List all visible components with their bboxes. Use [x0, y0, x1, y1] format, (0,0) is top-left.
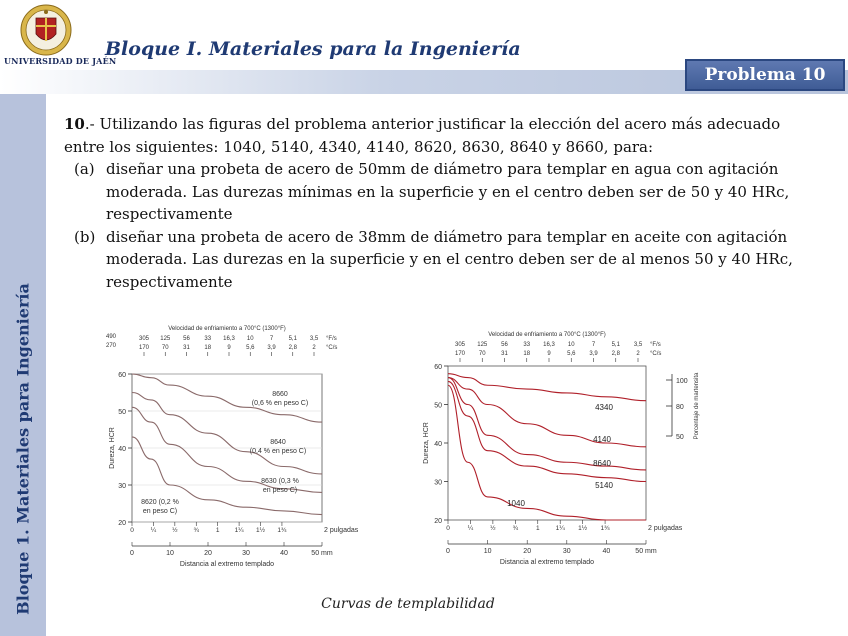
top-unit-f: °F/s — [326, 336, 337, 342]
x-axis-label: Distancia al extremo templado — [499, 559, 595, 566]
item-text: diseñar una probeta de acero de 50mm de diámetro para templar en agua con agitación moderada. Las durezas mínimas en la superficie y en el centro deben ser de 50 y 40 HRc, respectivamente — [106, 160, 790, 223]
problem-intro-text: .- Utilizando las figuras del problema anterior justificar la elección del acero más adecuado entre los siguientes: 1040, 5140, 4340, 4140, 8620, 8630, 8640 y 8660, para: — [64, 115, 781, 156]
top-tick-f-label: 10 — [567, 342, 575, 348]
item-label: (b) — [74, 227, 96, 246]
inch-tick-label: 1½ — [578, 525, 588, 532]
y-axis-label: Dureza, HCR — [109, 427, 116, 469]
top-tick-c-label: 18 — [523, 351, 531, 357]
y2-tick-label: 100 — [676, 378, 688, 385]
sidebar — [0, 94, 46, 636]
hardenability-chart-left — [104, 318, 364, 580]
curve-label-4140: 4140 — [593, 435, 611, 444]
top-tick-c-label: 2,8 — [611, 351, 620, 357]
problem-statement — [64, 113, 799, 293]
top-tick-f-label: 33 — [523, 342, 531, 348]
top-tick-c-label: 18 — [204, 345, 212, 351]
top-tick-c-label: 2,8 — [288, 345, 297, 351]
inch-tick-label: 1¼ — [234, 527, 244, 534]
curve-sublabel-8620: en peso C) — [142, 508, 178, 515]
top-tick-c-label: 3,9 — [267, 345, 276, 351]
item-label: (a) — [74, 160, 95, 178]
mm-tick-label: 10 — [166, 550, 174, 557]
inch-tick-label: 1 — [535, 525, 540, 532]
top-tick-f-label: 5,1 — [288, 336, 297, 342]
curve-8660 — [132, 374, 322, 422]
curve-label-8620: 8620 (0,2 % — [141, 499, 179, 506]
problem-item-b — [64, 226, 799, 294]
inch-tick-label: ¼ — [467, 525, 474, 532]
y-tick-label: 50 — [118, 409, 126, 416]
y-axis-label: Dureza, HCR — [423, 422, 430, 464]
top-tick-f-label: 56 — [501, 342, 508, 348]
top-unit-c: °C/s — [326, 345, 338, 351]
top-tick-f-label: 5,1 — [611, 342, 620, 348]
mm-tick-label: 0 — [130, 550, 134, 557]
top-tick-c-label: 31 — [501, 351, 508, 357]
top-tick-f-label: 125 — [477, 342, 488, 348]
y2-tick-label: 80 — [676, 404, 684, 411]
page-title: Bloque I. Materiales para la Ingeniería — [105, 38, 521, 60]
mm-tick-label: 10 — [483, 548, 492, 555]
y-tick-label: 20 — [434, 518, 442, 525]
curve-label-8630: 8630 (0,3 % — [261, 478, 299, 485]
mm-tick-label: 0 — [446, 548, 450, 555]
mm-tick-label: 20 — [523, 548, 532, 555]
top-tick-c-label: 31 — [183, 345, 190, 351]
inch-unit-label: 2 pulgadas — [648, 525, 683, 532]
curve-sublabel-8640: (0,4 % en peso C) — [249, 448, 307, 455]
top-tick-f-label: 3,5 — [633, 342, 643, 348]
top-tick-c-label: 2 — [636, 351, 640, 357]
curve-label-5140: 5140 — [595, 481, 613, 490]
curve-label-4340: 4340 — [595, 403, 613, 412]
inch-tick-label: 1¼ — [555, 525, 565, 532]
mm-tick-label: 30 — [562, 548, 571, 555]
inch-tick-label: 0 — [446, 525, 450, 532]
top-tick-f-label: 125 — [160, 336, 171, 342]
top-tick-c-label: 2 — [312, 345, 316, 351]
hardenability-chart-right-svg — [418, 330, 708, 580]
inch-tick-label: 1¾ — [600, 525, 610, 532]
curve-label-1040: 1040 — [507, 499, 525, 508]
top-tick-f-label: 33 — [204, 336, 212, 342]
university-crest-icon — [20, 4, 72, 56]
curve-1040 — [448, 385, 646, 520]
top-tick-c-label: 5,6 — [246, 345, 255, 351]
curve-sublabel-8630: en peso C) — [262, 487, 298, 494]
inch-tick-label: ¾ — [512, 525, 519, 532]
inch-tick-label: 0 — [130, 527, 134, 534]
top-tick-c-label: 70 — [478, 351, 486, 357]
top-tick-c-label: 3,9 — [589, 351, 598, 357]
y2-tick-label: 50 — [676, 434, 684, 441]
top-unit-c: °C/s — [650, 351, 662, 357]
y2-axis-label: Porcentaje de martensita — [694, 372, 700, 440]
top-tick-c-label: 9 — [547, 351, 551, 357]
x-axis-label: Distancia al extremo templado — [179, 561, 275, 568]
inch-tick-label: 1 — [215, 527, 220, 534]
top-tick-c-label: 170 — [454, 351, 466, 357]
mm-tick-label: 20 — [204, 550, 212, 557]
top-tick-f-label: 56 — [183, 336, 190, 342]
mm-tick-label: 30 — [242, 550, 250, 557]
problem-intro — [64, 113, 799, 158]
curve-label-8660: 8660 — [272, 391, 288, 398]
y-tick-label: 20 — [118, 520, 126, 527]
y-tick-label: 50 — [434, 402, 442, 410]
problem-number: 10 — [64, 115, 85, 133]
hardenability-chart-left-svg — [104, 318, 364, 580]
y-tick-label: 60 — [118, 372, 126, 379]
inch-tick-label: ¾ — [193, 527, 199, 534]
top-tick-f-label: 16,3 — [543, 342, 555, 348]
mm-tick-label: 50 mm — [311, 550, 333, 557]
top-tick-f-label: 16,3 — [223, 336, 235, 342]
top-tick-f-label: 7 — [591, 342, 596, 348]
top-row1-label: 490 — [106, 334, 117, 340]
hardenability-chart-right — [418, 330, 708, 580]
top-row2-label: 270 — [106, 343, 117, 349]
top-tick-f-label: 305 — [138, 336, 150, 342]
mm-tick-label: 40 — [602, 548, 611, 555]
sidebar-title: Bloque 1. Materiales para Ingeniería — [13, 283, 33, 615]
curve-sublabel-8660: (0,6 % en peso C) — [251, 400, 309, 407]
inch-tick-label: ½ — [172, 527, 178, 534]
inch-tick-label: ¼ — [150, 527, 157, 534]
figure-caption-text: Curvas de templabilidad — [321, 596, 495, 612]
y-tick-label: 40 — [118, 446, 126, 453]
top-axis-title: Velocidad de enfriamiento a 700°C (1300°F) — [168, 326, 286, 332]
y-tick-label: 30 — [434, 479, 442, 487]
inch-tick-label: 1½ — [255, 527, 266, 534]
problem-badge: Problema 10 — [685, 59, 845, 91]
inch-tick-label: 1¾ — [277, 527, 287, 534]
figure-caption — [0, 596, 848, 612]
y-tick-label: 40 — [434, 441, 442, 448]
top-tick-c-label: 5,6 — [567, 351, 576, 357]
problem-item-a — [64, 158, 799, 226]
top-tick-f-label: 3,5 — [309, 336, 319, 342]
y-tick-label: 60 — [434, 364, 442, 371]
top-unit-f: °F/s — [650, 342, 661, 348]
top-tick-c-label: 170 — [138, 345, 150, 351]
curve-4140 — [448, 378, 646, 447]
inch-unit-label: 2 pulgadas — [324, 527, 359, 534]
top-tick-f-label: 305 — [454, 342, 466, 348]
mm-tick-label: 50 mm — [635, 548, 657, 555]
top-tick-c-label: 70 — [161, 345, 169, 351]
mm-tick-label: 40 — [280, 550, 288, 557]
curve-label-8640: 8640 — [593, 459, 611, 468]
top-axis-title: Velocidad de enfriamiento a 700°C (1300°F) — [488, 332, 606, 338]
top-tick-f-label: 7 — [269, 336, 274, 342]
y-tick-label: 30 — [118, 483, 126, 490]
top-tick-f-label: 10 — [246, 336, 254, 342]
item-text: diseñar una probeta de acero de 38mm de diámetro para templar en aceite con agitación moderada. Las durezas en la superficie y en el centro deben ser de al menos 50 y 40 HRc, respectivamente — [106, 227, 793, 291]
curve-label-8640: 8640 — [270, 439, 286, 446]
top-tick-c-label: 9 — [227, 345, 231, 351]
inch-tick-label: ½ — [490, 525, 496, 532]
university-name: UNIVERSIDAD DE JAÉN — [4, 56, 117, 66]
